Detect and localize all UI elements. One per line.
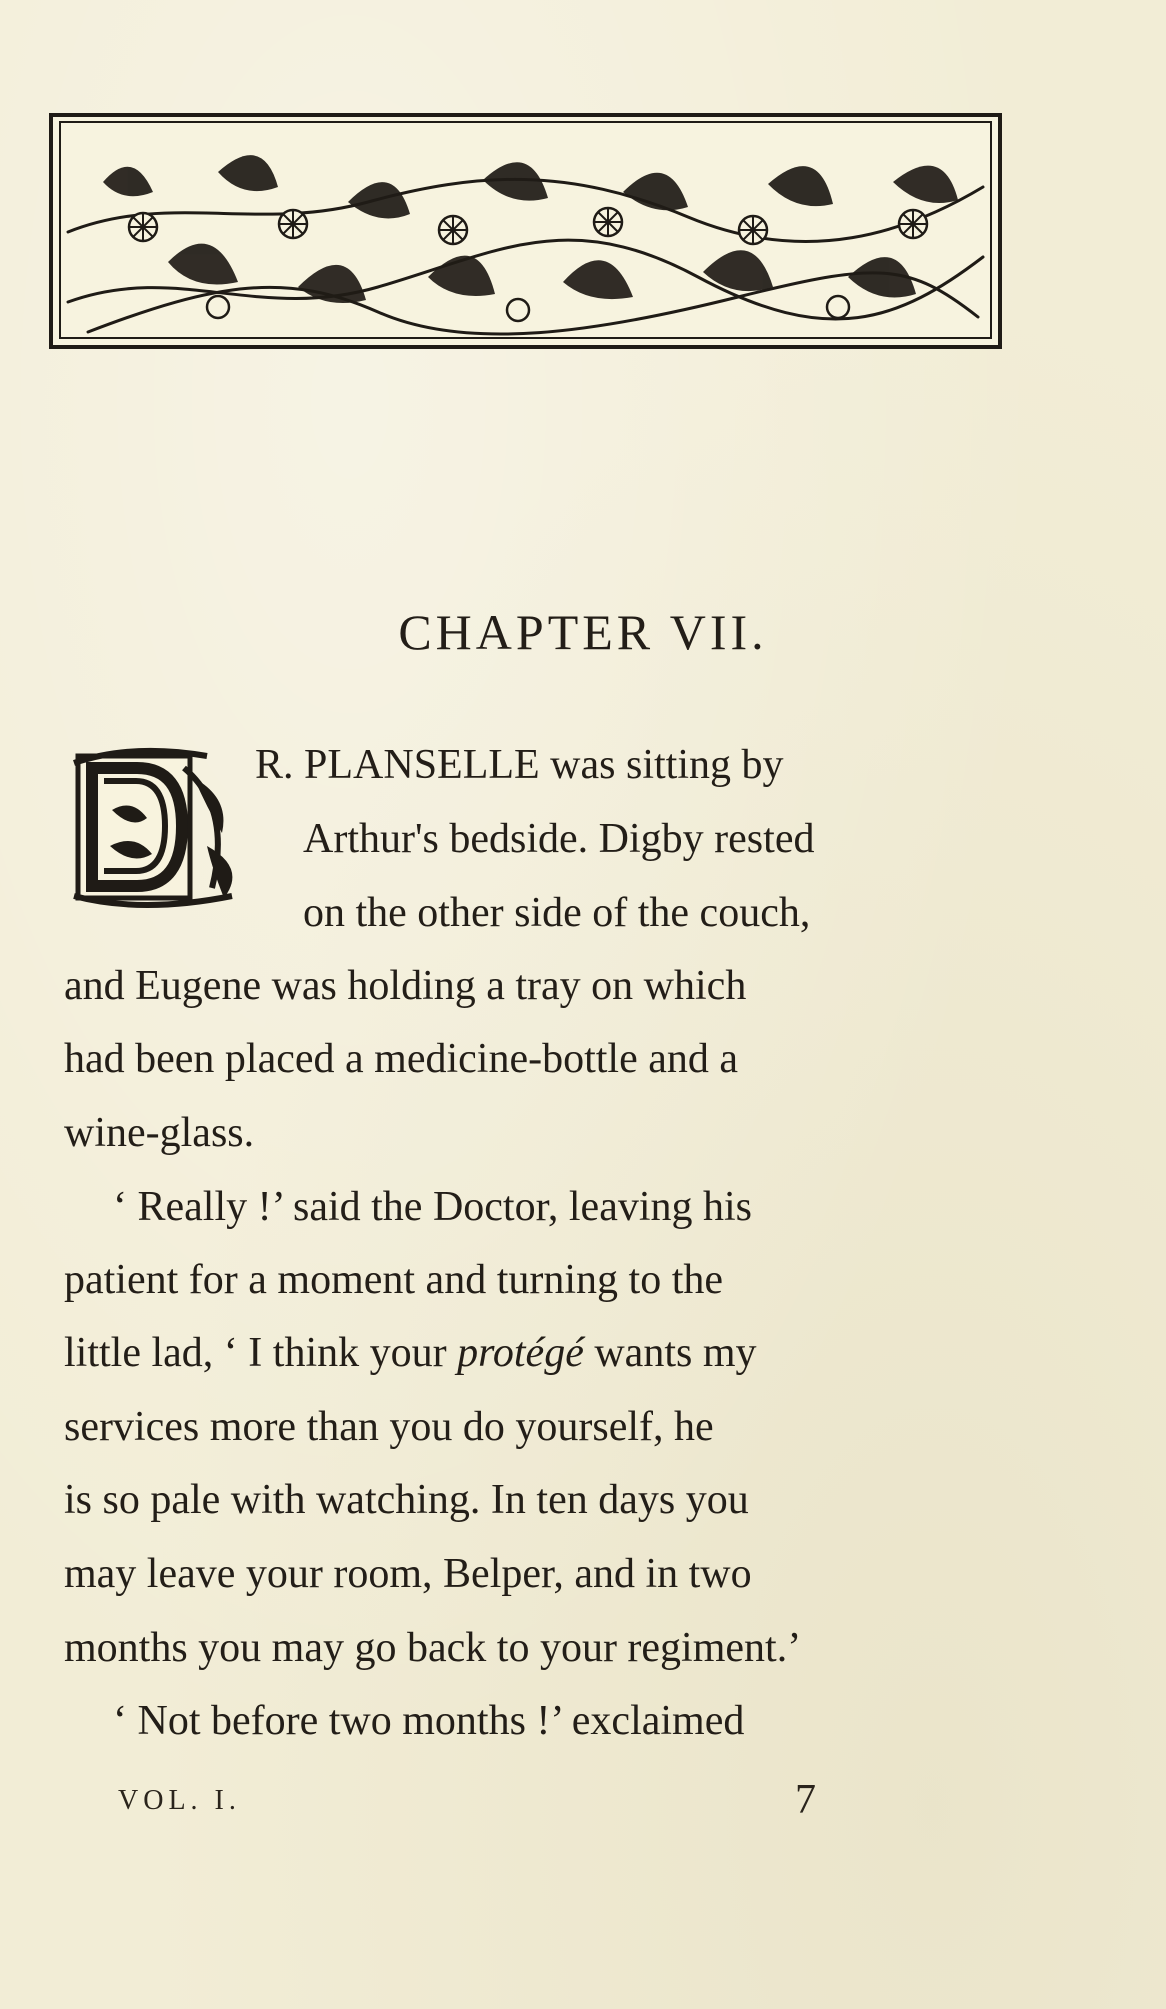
chapter-title: CHAPTER VII. [398, 604, 768, 660]
paragraph-2-line-2: patient for a moment and turning to the [64, 1257, 723, 1303]
paragraph-2-line-7: months you may go back to your regiment.’ [64, 1625, 802, 1671]
paragraph-line [64, 1109, 254, 1157]
paragraph-1-line-3: on the other side of the couch, [303, 890, 811, 936]
paragraph-line [113, 1697, 975, 1745]
paragraph-2-line-5: is so pale with watching. In ten days you [64, 1477, 749, 1523]
paragraph-line [64, 1256, 975, 1304]
ornamental-drop-cap-d [62, 738, 252, 914]
paragraph-2-line-1: ‘ Really !’ said the Doctor, leaving his [113, 1184, 753, 1230]
paragraph-line [64, 1550, 975, 1598]
protege-italic-word: protégé [457, 1330, 584, 1376]
paragraph-line [303, 815, 975, 863]
paragraph-2-line-3-before-italic: little lad, ‘ I think your [64, 1330, 458, 1376]
paragraph-2-line-4: services more than you do yourself, he [64, 1404, 714, 1450]
paragraph-line [64, 1329, 975, 1377]
paragraph-line [64, 1403, 975, 1451]
paragraph-2-line-3-after-italic: wants my [583, 1330, 757, 1376]
paragraph-1-line-5: had been placed a medicine-bottle and a [64, 1036, 739, 1082]
volume-label: VOL. I. [118, 1785, 241, 1816]
paragraph-line [113, 1183, 975, 1231]
paragraph-1-line-6: wine-glass. [64, 1110, 255, 1156]
paragraph-line [64, 1476, 975, 1524]
floral-headpiece-ornament [48, 112, 1003, 350]
paragraph-line [64, 962, 975, 1010]
paragraph-line [303, 889, 975, 937]
paragraph-line [64, 1624, 975, 1672]
paragraph-2-line-6: may leave your room, Belper, and in two [64, 1551, 752, 1597]
paragraph-line [255, 741, 975, 789]
paragraph-1-line-1: R. PLANSELLE was sitting by [255, 742, 784, 788]
paragraph-3-line-1: ‘ Not before two months !’ exclaimed [113, 1698, 745, 1744]
paragraph-1-line-4: and Eugene was holding a tray on which [64, 963, 747, 1009]
page-number: 7 [795, 1777, 816, 1823]
paragraph-line [64, 1035, 975, 1083]
paragraph-1-line-2: Arthur's bedside. Digby rested [303, 816, 815, 862]
